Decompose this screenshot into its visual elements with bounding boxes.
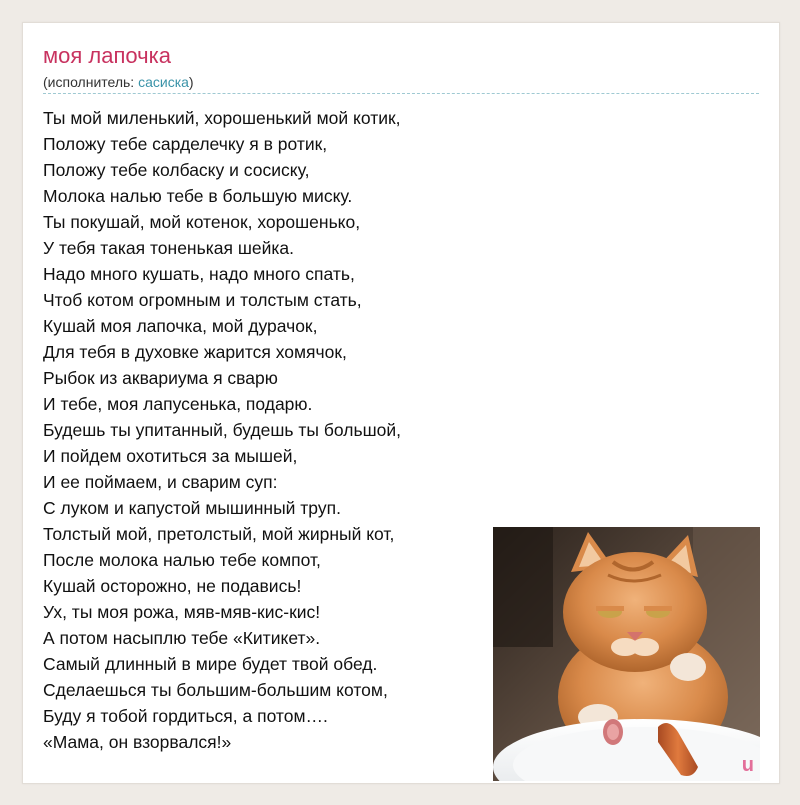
lyrics-line: А потом насыплю тебе «Китикет». [43,628,321,648]
lyrics-line: Положу тебе колбаску и сосиску, [43,160,310,180]
lyrics-line: Толстый мой, претолстый, мой жирный кот, [43,524,395,544]
performer-link[interactable]: сасиска [138,74,189,90]
lyrics-line: Положу тебе сарделечку я в ротик, [43,134,328,154]
lyrics-line: Рыбок из аквариума я сварю [43,368,278,388]
lyrics-line: Будешь ты упитанный, будешь ты большой, [43,420,401,440]
title-divider [43,93,759,94]
lyrics-line: Кушай моя лапочка, мой дурачок, [43,316,318,336]
lyrics-line: Сделаешься ты большим-большим котом, [43,680,388,700]
lyrics-line: У тебя такая тоненькая шейка. [43,238,294,258]
lyrics-line: Ух, ты моя рожа, мяв-мяв-кис-кис! [43,602,321,622]
photo-watermark: u [741,754,754,776]
lyrics-card [22,22,780,784]
lyrics-line: После молока налью тебе компот, [43,550,321,570]
lyrics-line: Ты покушай, мой котенок, хорошенько, [43,212,361,232]
lyrics-line: И пойдем охотиться за мышей, [43,446,298,466]
lyrics-line: И тебе, моя лапусенька, подарю. [43,394,313,414]
lyrics-line: Чтоб котом огромным и толстым стать, [43,290,362,310]
lyrics-line: И ее поймаем, и сварим суп: [43,472,278,492]
lyrics-line: Ты мой миленький, хорошенький мой котик, [43,108,401,128]
lyrics-line: Молока налью тебе в большую миску. [43,186,353,206]
performer-line [43,75,194,89]
song-title: моя лапочка [43,43,171,68]
lyrics-line: Буду я тобой гордиться, а потом…. [43,706,328,726]
lyrics-line: С луком и капустой мышинный труп. [43,498,341,518]
cat-photo [493,527,760,781]
lyrics-line: «Мама, он взорвался!» [43,732,232,752]
performer-suffix: ) [188,74,194,90]
cat-with-sausages-illustration [493,527,760,781]
lyrics-text [43,105,401,755]
lyrics-line: Для тебя в духовке жарится хомячок, [43,342,347,362]
lyrics-line: Самый длинный в мире будет твой обед. [43,654,378,674]
lyrics-line: Кушай осторожно, не подавись! [43,576,302,596]
performer-prefix: (исполнитель: [43,74,139,90]
lyrics-line: Надо много кушать, надо много спать, [43,264,355,284]
